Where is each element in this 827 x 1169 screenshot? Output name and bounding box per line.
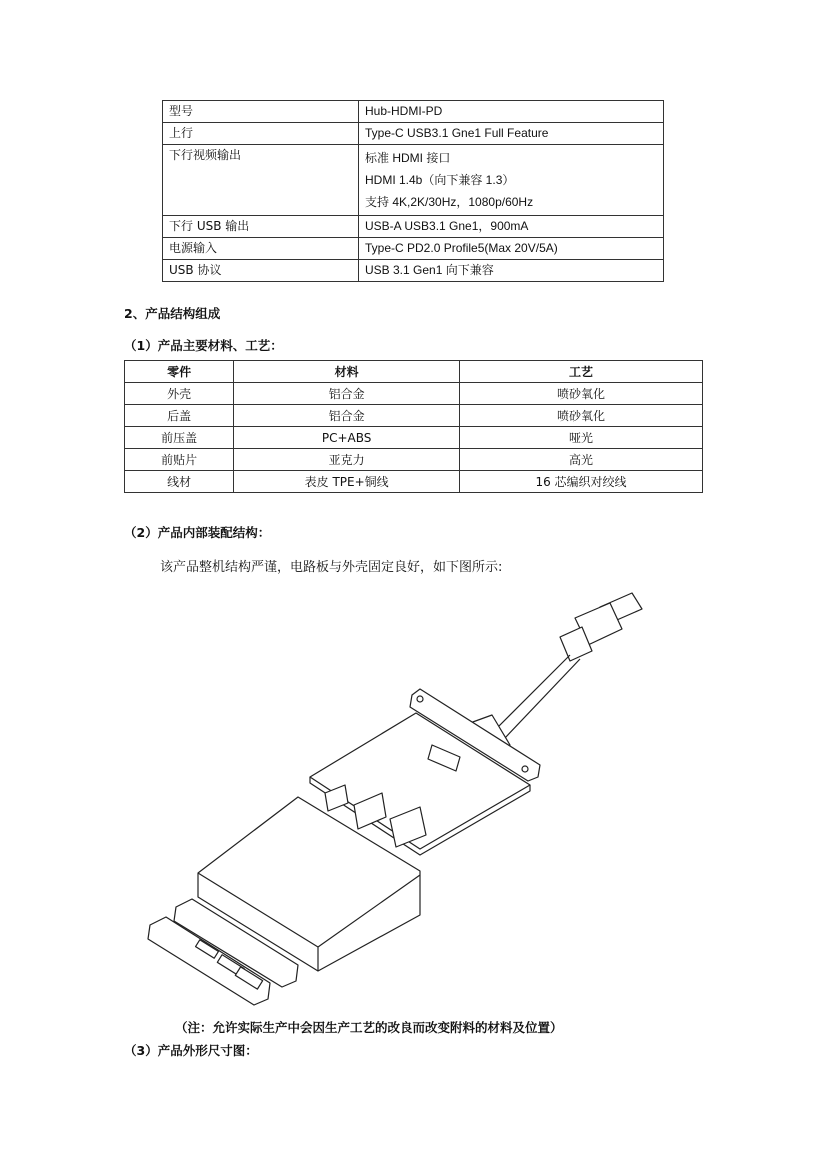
materials-cell: 铝合金 xyxy=(234,405,460,427)
section-2-3-title: （3）产品外形尺寸图： xyxy=(124,1043,258,1058)
materials-cell: 前贴片 xyxy=(125,449,234,471)
section-2-2-text: 该产品整机结构严谨，电路板与外壳固定良好，如下图所示: xyxy=(160,560,503,575)
spec-row xyxy=(163,101,664,123)
materials-table xyxy=(124,360,703,493)
materials-cell: 表皮 TPE+铜线 xyxy=(234,471,460,493)
usb-c-plug xyxy=(560,593,642,661)
spec-value-line: Type-C PD2.0 Profile5(Max 20V/5A) xyxy=(365,241,558,255)
materials-row xyxy=(125,449,703,471)
spec-row xyxy=(163,216,664,238)
note: （注：允许实际生产中会因生产工艺的改良而改变附料的材料及位置） xyxy=(175,1020,563,1035)
spec-value-line: 支持 4K,2K/30Hz，1080p/60Hz xyxy=(365,195,534,209)
spec-row xyxy=(163,238,664,260)
materials-cell: 哑光 xyxy=(460,427,703,449)
materials-cell: 喷砂氧化 xyxy=(460,383,703,405)
materials-cell: 亚克力 xyxy=(234,449,460,471)
spec-key: 上行 xyxy=(163,123,359,145)
spec-value xyxy=(359,238,664,260)
section-2-2-title: （2）产品内部装配结构： xyxy=(124,525,271,540)
materials-header-cell: 工艺 xyxy=(460,361,703,383)
spec-key: 下行视频输出 xyxy=(163,145,359,216)
spec-table xyxy=(162,100,664,282)
spec-row xyxy=(163,123,664,145)
spec-value-line: 标准 HDMI 接口 xyxy=(365,151,451,165)
spec-value-line: Hub-HDMI-PD xyxy=(365,104,443,118)
spec-value xyxy=(359,101,664,123)
spec-row xyxy=(163,260,664,282)
materials-row xyxy=(125,427,703,449)
spec-value xyxy=(359,145,664,216)
materials-row xyxy=(125,471,703,493)
spec-value xyxy=(359,216,664,238)
spec-key: USB 协议 xyxy=(163,260,359,282)
spec-row xyxy=(163,145,664,216)
materials-cell: 后盖 xyxy=(125,405,234,427)
screw-hole xyxy=(522,766,528,772)
cable xyxy=(492,655,580,739)
exploded-assembly-drawing xyxy=(120,585,680,1015)
spec-key: 型号 xyxy=(163,101,359,123)
spec-value-line: Type-C USB3.1 Gne1 Full Feature xyxy=(365,126,549,140)
materials-cell: 喷砂氧化 xyxy=(460,405,703,427)
materials-cell: 16 芯编织对绞线 xyxy=(460,471,703,493)
section-2-title: 2、产品结构组成 xyxy=(124,306,221,321)
materials-row xyxy=(125,405,703,427)
materials-cell: 前压盖 xyxy=(125,427,234,449)
spec-value-line: USB-A USB3.1 Gne1，900mA xyxy=(365,219,529,233)
materials-header-cell: 零件 xyxy=(125,361,234,383)
materials-cell: 外壳 xyxy=(125,383,234,405)
materials-cell: 铝合金 xyxy=(234,383,460,405)
materials-row xyxy=(125,383,703,405)
materials-cell: 线材 xyxy=(125,471,234,493)
materials-cell: 高光 xyxy=(460,449,703,471)
screw-hole xyxy=(417,696,423,702)
materials-cell: PC+ABS xyxy=(234,427,460,449)
spec-key: 下行 USB 输出 xyxy=(163,216,359,238)
spec-value-line: HDMI 1.4b（向下兼容 1.3） xyxy=(365,173,515,187)
spec-key: 电源输入 xyxy=(163,238,359,260)
materials-header-cell: 材料 xyxy=(234,361,460,383)
section-2-1-title: （1）产品主要材料、工艺： xyxy=(124,338,283,353)
spec-value xyxy=(359,123,664,145)
spec-value xyxy=(359,260,664,282)
spec-value-line: USB 3.1 Gen1 向下兼容 xyxy=(365,263,494,277)
